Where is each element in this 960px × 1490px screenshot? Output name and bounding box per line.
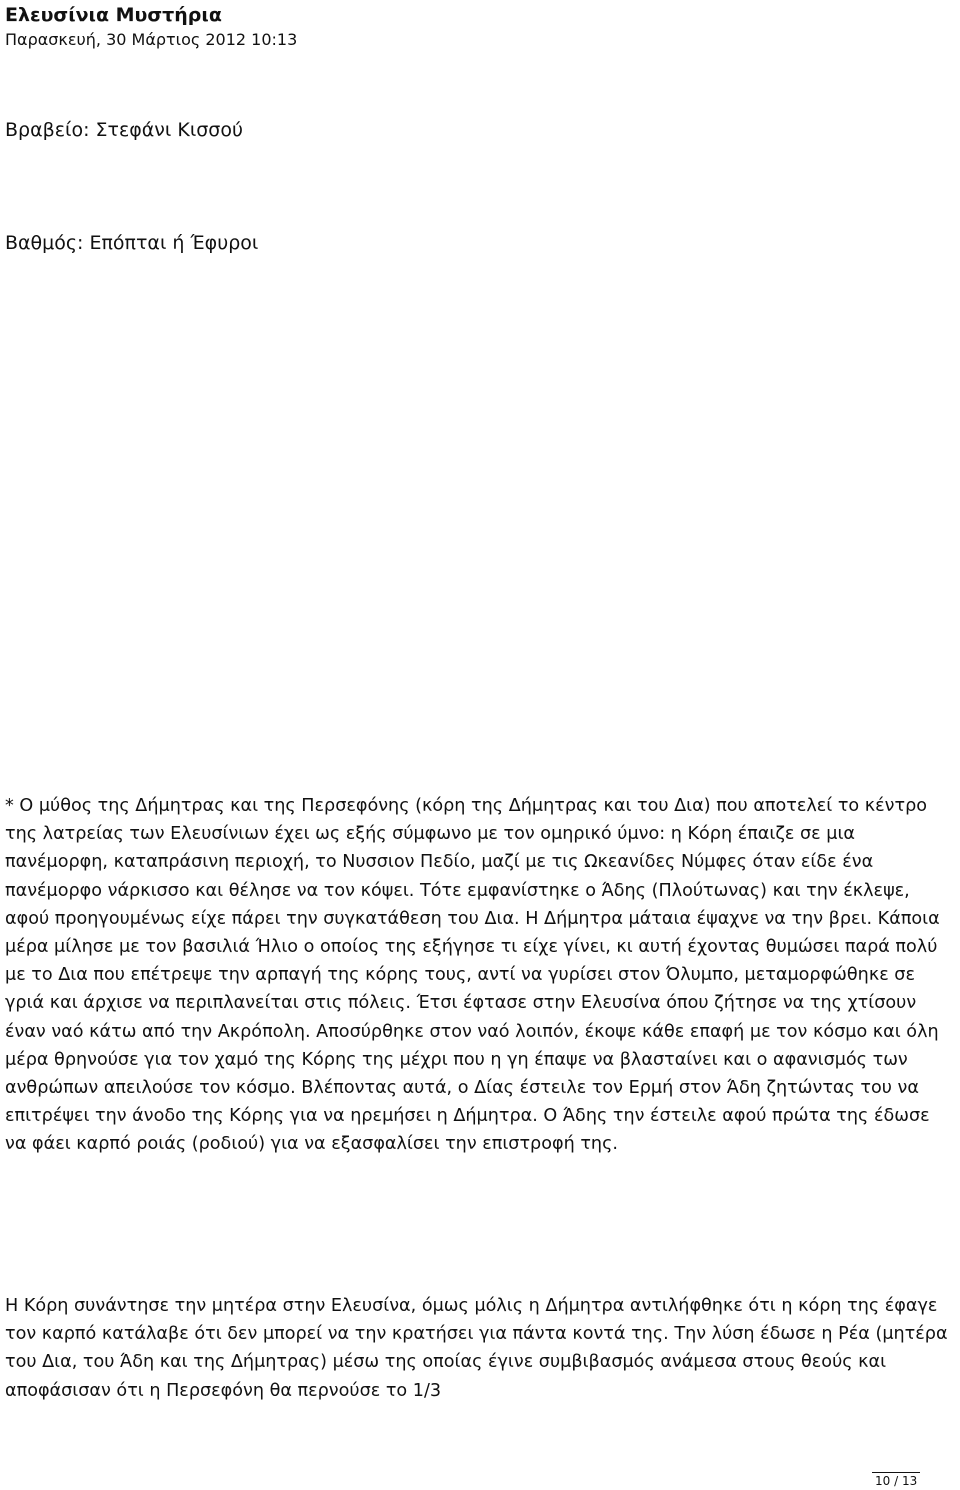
site-title: Ελευσίνια Μυστήρια	[5, 4, 222, 26]
post-date: Παρασκευή, 30 Μάρτιος 2012 10:13	[5, 30, 298, 49]
grade-line: Βαθμός: Επόπται ή Έφυροι	[5, 232, 259, 254]
page-number: 10 / 13	[875, 1474, 918, 1488]
body-paragraph-1: * Ο μύθος της Δήμητρας και της Περσεφόνης (κόρη της Δήμητρας και του Δια) που αποτελεί το κέντρο της λατρείας των Ελευσίνιων έχει ως εξής σύμφωνο με τον ομηρικό ύμνο: η Κόρη έπαιζε σε μια πανέμορφη, καταπράσινη περιοχή, το Νυσσιον Πεδίο, μαζί με τις Ωκεανίδες Νύμφες όταν είδε ένα πανέμορφο νάρκισσο και θέλησε να τον κόψει. Τότε εμφανίστηκε ο Άδης (Πλούτωνας) και την έκλεψε, αφού προηγουμένως είχε πάρει την συγκατάθεση του Δια. Η Δήμητρα μάταια έψαχνε να την βρει. Κάποια μέρα μίλησε με τον βασιλιά Ήλιο ο οποίος της εξήγησε τι είχε γίνει, κι αυτή έχοντας θυμώσει παρά πολύ με το Δια που επέτρεψε την αρπαγή της κόρης τους, αντί να γυρίσει στον Όλυμπο, μεταμορφώθηκε σε γριά και άρχισε να περιπλανείται στις πόλεις. Έτσι έφτασε στην Ελευσίνα όπου ζήτησε να της χτίσουν έναν ναό κάτω από την Ακρόπολη. Αποσύρθηκε στον ναό λοιπόν, έκοψε κάθε επαφή με τον κόσμο και όλη μέρα θρηνούσε για τον χαμό της Κόρης της μέχρι που η γη έπαψε να βλασταίνει και ο αφανισμός των ανθρώπων απειλούσε τον κόσμο. Βλέποντας αυτά, ο Δίας έστειλε τον Ερμή στον Άδη ζητώντας του να επιτρέψει την άνοδο της Κόρης για να ηρεμήσει η Δήμητρα. Ο Άδης την έστειλε αφού πρώτα της έδωσε να φάει καρπό ροιάς (ροδιού) για να εξασφαλίσει την επιστροφή της.	[5, 796, 940, 1155]
body-paragraph-2: Η Κόρη συνάντησε την μητέρα στην Ελευσίνα, όμως μόλις η Δήμητρα αντιλήφθηκε ότι η κόρη της έφαγε τον καρπό κατάλαβε ότι δεν μπορεί να την κρατήσει για πάντα κοντά της. Την λύση έδωσε η Ρέα (μητέρα του Δια, του Άδη και της Δήμητρας) μέσω της οποίας έγινε συμβιβασμός ανάμεσα στους θεούς και αποφάσισαν ότι η Περσεφόνη θα περνούσε το 1/3	[5, 1296, 948, 1401]
page-header	[5, 3, 945, 50]
footer-divider	[872, 1472, 920, 1473]
award-line: Βραβείο: Στεφάνι Κισσού	[5, 119, 243, 141]
